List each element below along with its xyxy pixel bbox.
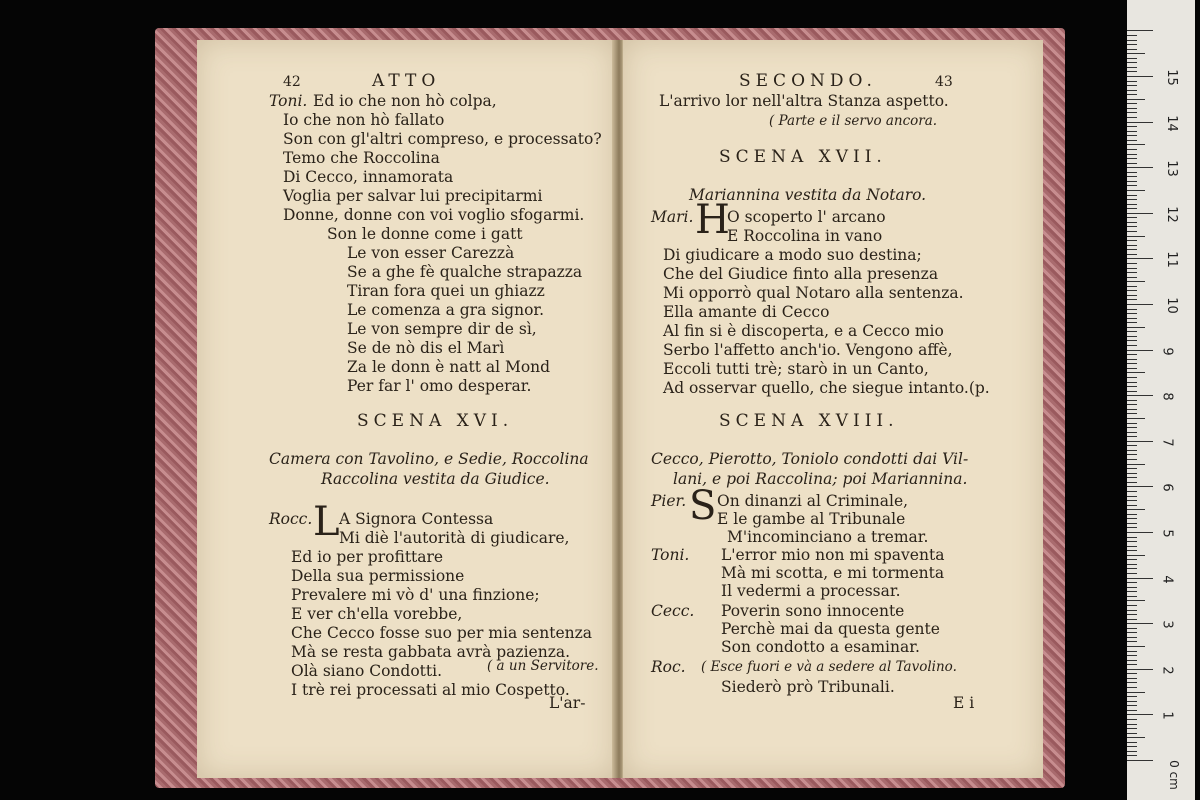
ruler-tick — [1127, 450, 1137, 451]
ruler-number: 9 — [1159, 346, 1175, 356]
ruler-tick — [1127, 724, 1137, 725]
ruler-tick — [1127, 436, 1137, 437]
ruler-tick — [1127, 90, 1137, 91]
speaker-label: Rocc. — [269, 510, 313, 528]
ruler-tick — [1127, 696, 1137, 697]
ruler-number: 3 — [1159, 620, 1175, 629]
ruler-tick — [1127, 641, 1137, 642]
ruler-tick — [1127, 40, 1137, 41]
ruler-tick — [1127, 646, 1145, 647]
ruler-number: 4 — [1159, 574, 1175, 584]
ruler-tick — [1127, 204, 1137, 205]
speaker-label: Pier. — [651, 492, 687, 510]
verse-line: L'arrivo lor nell'altra Stanza aspetto. — [659, 92, 949, 110]
ruler-tick — [1127, 682, 1137, 683]
ruler-tick — [1127, 550, 1137, 551]
ruler-tick — [1127, 81, 1137, 82]
ruler-tick — [1127, 705, 1137, 706]
ruler-tick — [1127, 277, 1137, 278]
ruler-tick — [1127, 623, 1153, 624]
ruler-tick — [1127, 318, 1137, 319]
verse-line: Per far l' omo desperar. — [347, 377, 532, 395]
verse-line: A Signora Contessa — [339, 510, 494, 528]
ruler-tick — [1127, 295, 1137, 296]
ruler-tick — [1127, 158, 1137, 159]
verse-line: Serbo l'affetto anch'io. Vengono affè, — [663, 341, 953, 359]
ruler-tick — [1127, 290, 1137, 291]
verse-line: Di giudicare a modo suo destina; — [663, 246, 922, 264]
ruler-tick — [1127, 491, 1137, 492]
ruler-tick — [1127, 222, 1137, 223]
ruler-tick — [1127, 254, 1137, 255]
ruler-tick — [1127, 742, 1137, 743]
ruler-tick — [1127, 44, 1137, 45]
ruler-unit-label: 0 cm — [1166, 760, 1181, 790]
verse-line: Di Cecco, innamorata — [283, 168, 454, 186]
ruler-tick — [1127, 459, 1137, 460]
ruler-tick — [1127, 263, 1137, 264]
ruler-number: 5 — [1159, 529, 1175, 538]
catchword: L'ar- — [549, 694, 586, 712]
ruler-tick — [1127, 687, 1137, 688]
ruler-tick — [1127, 163, 1137, 164]
ruler-tick — [1127, 126, 1137, 127]
ruler-tick — [1127, 500, 1137, 501]
ruler-tick — [1127, 245, 1137, 246]
ruler-tick — [1127, 135, 1137, 136]
ruler-tick — [1127, 340, 1137, 341]
ruler-tick — [1127, 208, 1137, 209]
verse-line: Prevalere mi vò d' una finzione; — [291, 586, 540, 604]
ruler-tick — [1127, 331, 1137, 332]
ruler-tick — [1127, 149, 1137, 150]
ruler-tick — [1127, 564, 1137, 565]
ruler-tick — [1127, 258, 1153, 259]
ruler-tick — [1127, 755, 1137, 756]
ruler-tick — [1127, 596, 1137, 597]
ruler-number: 1 — [1159, 711, 1175, 721]
verse-line: Io che non hò fallato — [283, 111, 445, 129]
speaker-label: Roc. — [651, 658, 686, 676]
verse-line: O scoperto l' arcano — [727, 208, 886, 226]
drop-cap: S — [689, 483, 717, 529]
ruler-tick — [1127, 760, 1153, 761]
drop-cap: L — [313, 499, 340, 545]
ruler-tick — [1127, 35, 1137, 36]
ruler-tick — [1127, 505, 1137, 506]
ruler-tick — [1127, 85, 1137, 86]
ruler-tick — [1127, 632, 1137, 633]
ruler-number: 6 — [1159, 483, 1175, 493]
ruler-tick — [1127, 240, 1137, 241]
page-number: 43 — [935, 74, 953, 90]
ruler-tick — [1127, 486, 1153, 487]
ruler-tick — [1127, 327, 1145, 328]
ruler-tick — [1127, 477, 1137, 478]
ruler-tick — [1127, 140, 1137, 141]
ruler-tick — [1127, 213, 1153, 214]
ruler-tick — [1127, 482, 1137, 483]
ruler-tick — [1127, 185, 1137, 186]
ruler-tick — [1127, 413, 1137, 414]
speaker-label: Mari. — [651, 208, 694, 226]
ruler-number: 13 — [1163, 160, 1179, 177]
verse-line: Son condotto a esaminar. — [721, 638, 920, 656]
verse-line: Ed io per profittare — [291, 548, 444, 566]
ruler-tick — [1127, 313, 1137, 314]
ruler-tick — [1127, 167, 1153, 168]
ruler-tick — [1127, 587, 1137, 588]
scene-title: SCENA XVI. — [357, 411, 514, 431]
ruler-tick — [1127, 350, 1153, 351]
ruler-tick — [1127, 58, 1137, 59]
stage-direction: lani, e poi Raccolina; poi Mariannina. — [673, 470, 968, 488]
verse-line: E ver ch'ella vorebbe, — [291, 605, 463, 623]
verse-line: Ed io che non hò colpa, — [313, 92, 497, 110]
ruler-tick — [1127, 363, 1137, 364]
speaker-label: Toni. — [269, 92, 308, 110]
verse-line: E le gambe al Tribunale — [717, 510, 906, 528]
verse-line: Siederò prò Tribunali. — [721, 678, 895, 696]
ruler-tick — [1127, 728, 1137, 729]
ruler-tick — [1127, 395, 1153, 396]
ruler-tick — [1127, 281, 1145, 282]
ruler-tick — [1127, 409, 1137, 410]
verse-line: Voglia per salvar lui precipitarmi — [283, 187, 543, 205]
ruler-tick — [1127, 454, 1137, 455]
ruler-tick — [1127, 719, 1137, 720]
verse-line: Ella amante di Cecco — [663, 303, 830, 321]
ruler-tick — [1127, 322, 1137, 323]
ruler-tick — [1127, 746, 1137, 747]
ruler-tick — [1127, 464, 1145, 465]
ruler-tick — [1127, 345, 1137, 346]
ruler-tick — [1127, 669, 1153, 670]
ruler-tick — [1127, 67, 1137, 68]
ruler-tick — [1127, 199, 1137, 200]
ruler-tick — [1127, 473, 1137, 474]
verse-line: Olà siano Condotti. — [291, 662, 442, 680]
ruler-tick — [1127, 176, 1137, 177]
measurement-ruler — [1127, 0, 1195, 800]
speaker-label: Cecc. — [651, 602, 695, 620]
catchword: E i — [953, 694, 975, 712]
running-head: ATTO — [372, 71, 441, 91]
ruler-tick — [1127, 701, 1137, 702]
ruler-tick — [1127, 546, 1137, 547]
verse-line: Che Cecco fosse suo per mia sentenza — [291, 624, 593, 642]
ruler-tick — [1127, 309, 1137, 310]
ruler-tick — [1127, 108, 1137, 109]
ruler-tick — [1127, 578, 1153, 579]
ruler-tick — [1127, 664, 1137, 665]
ruler-tick — [1127, 418, 1145, 419]
ruler-tick — [1127, 131, 1137, 132]
verse-line: Perchè mai da questa gente — [721, 620, 940, 638]
verse-line: Son con gl'altri compreso, e processato? — [283, 130, 602, 148]
ruler-tick — [1127, 432, 1137, 433]
ruler-tick — [1127, 678, 1137, 679]
ruler-tick — [1127, 591, 1137, 592]
ruler-tick — [1127, 144, 1145, 145]
ruler-tick — [1127, 122, 1153, 123]
verse-line: On dinanzi al Criminale, — [717, 492, 909, 510]
ruler-tick — [1127, 714, 1153, 715]
ruler-tick — [1127, 582, 1137, 583]
ruler-tick — [1127, 226, 1137, 227]
left-page — [197, 40, 616, 778]
ruler-tick — [1127, 99, 1145, 100]
verse-line: Mi opporrò qual Notaro alla sentenza. — [663, 284, 964, 302]
ruler-tick — [1127, 382, 1137, 383]
ruler-number: 12 — [1163, 206, 1179, 223]
stage-direction: Cecco, Pierotto, Toniolo condotti dai Vil- — [651, 450, 969, 468]
ruler-tick — [1127, 172, 1137, 173]
stage-direction: Camera con Tavolino, e Sedie, Roccolina — [269, 450, 589, 468]
drop-cap: H — [695, 197, 730, 243]
ruler-tick — [1127, 249, 1137, 250]
ruler-tick — [1127, 532, 1153, 533]
ruler-tick — [1127, 751, 1137, 752]
verse-line: Za le donn è natt al Mond — [347, 358, 551, 376]
ruler-tick — [1127, 190, 1145, 191]
verse-line: Eccoli tutti trè; starò in un Canto, — [663, 360, 929, 378]
stage-direction: Mariannina vestita da Notaro. — [689, 186, 927, 204]
ruler-tick — [1127, 112, 1137, 113]
verse-line: E Roccolina in vano — [727, 227, 883, 245]
ruler-tick — [1127, 103, 1137, 104]
ruler-tick — [1127, 427, 1137, 428]
verse-line: Mi diè l'autorità di giudicare, — [339, 529, 570, 547]
verse-line: Della sua permissione — [291, 567, 465, 585]
verse-line: M'incominciano a tremar. — [727, 528, 929, 546]
ruler-tick — [1127, 605, 1137, 606]
ruler-tick — [1127, 94, 1137, 95]
ruler-number: 8 — [1159, 392, 1175, 401]
ruler-tick — [1127, 117, 1137, 118]
verse-line: Donne, donne con voi voglio sfogarmi. — [283, 206, 585, 224]
ruler-tick — [1127, 336, 1137, 337]
ruler-tick — [1127, 523, 1137, 524]
verse-line: L'error mio non mi spaventa — [721, 546, 945, 564]
ruler-tick — [1127, 236, 1145, 237]
verse-line: Se a ghe fè qualche strapazza — [347, 263, 583, 281]
verse-line: Tiran fora quei un ghiazz — [347, 282, 545, 300]
ruler-number: 2 — [1159, 666, 1175, 675]
ruler-tick — [1127, 737, 1145, 738]
ruler-tick — [1127, 354, 1137, 355]
stage-direction: Raccolina vestita da Giudice. — [321, 470, 550, 488]
verse-line: Il vedermi a processar. — [721, 582, 901, 600]
ruler-tick — [1127, 468, 1137, 469]
ruler-tick — [1127, 527, 1137, 528]
ruler-number: 7 — [1159, 438, 1175, 447]
right-page — [622, 40, 1043, 778]
verse-line: Mà mi scotta, e mi tormenta — [721, 564, 945, 582]
ruler-tick — [1127, 673, 1137, 674]
ruler-tick — [1127, 299, 1137, 300]
ruler-tick — [1127, 386, 1137, 387]
ruler-tick — [1127, 49, 1137, 50]
ruler-tick — [1127, 555, 1145, 556]
ruler-tick — [1127, 496, 1137, 497]
verse-line: Le von esser Carezzà — [347, 244, 515, 262]
scene-title: SCENA XVIII. — [719, 411, 899, 431]
ruler-tick — [1127, 62, 1137, 63]
ruler-number: 14 — [1163, 114, 1179, 132]
ruler-tick — [1127, 441, 1153, 442]
ruler-tick — [1127, 514, 1137, 515]
ruler-tick — [1127, 655, 1137, 656]
ruler-tick — [1127, 231, 1137, 232]
ruler-tick — [1127, 614, 1137, 615]
verse-line: Mà se resta gabbata avrà pazienza. — [291, 643, 571, 661]
ruler-tick — [1127, 154, 1137, 155]
ruler-tick — [1127, 217, 1137, 218]
ruler-tick — [1127, 573, 1137, 574]
ruler-tick — [1127, 272, 1137, 273]
verse-line: I trè rei processati al mio Cospetto. — [291, 681, 570, 699]
verse-line: Se de nò dis el Marì — [347, 339, 505, 357]
ruler-tick — [1127, 423, 1137, 424]
ruler-tick — [1127, 610, 1137, 611]
ruler-tick — [1127, 651, 1137, 652]
verse-line: Al fin si è discoperta, e a Cecco mio — [663, 322, 944, 340]
ruler-tick — [1127, 619, 1137, 620]
ruler-tick — [1127, 628, 1137, 629]
stage-aside: ( Esce fuori e và a sedere al Tavolino. — [701, 659, 957, 675]
ruler-tick — [1127, 30, 1153, 31]
ruler-tick — [1127, 660, 1137, 661]
verse-line: Le comenza a gra signor. — [347, 301, 545, 319]
verse-line: Temo che Roccolina — [283, 149, 440, 167]
running-head: SECONDO. — [739, 71, 877, 91]
ruler-tick — [1127, 286, 1137, 287]
verse-line: Le von sempre dir de sì, — [347, 320, 537, 338]
page-number: 42 — [283, 74, 301, 90]
ruler-tick — [1127, 509, 1145, 510]
ruler-tick — [1127, 518, 1137, 519]
ruler-tick — [1127, 53, 1145, 54]
ruler-tick — [1127, 692, 1145, 693]
ruler-tick — [1127, 377, 1137, 378]
verse-line: Son le donne come i gatt — [327, 225, 523, 243]
ruler-tick — [1127, 195, 1137, 196]
ruler-number: 10 — [1163, 297, 1179, 314]
ruler-tick — [1127, 445, 1137, 446]
ruler-tick — [1127, 76, 1153, 77]
verse-line: Poverin sono innocente — [721, 602, 905, 620]
ruler-number: 15 — [1163, 69, 1179, 86]
ruler-tick — [1127, 559, 1137, 560]
ruler-tick — [1127, 537, 1137, 538]
ruler-tick — [1127, 541, 1137, 542]
ruler-tick — [1127, 568, 1137, 569]
ruler-tick — [1127, 368, 1137, 369]
ruler-tick — [1127, 400, 1137, 401]
ruler-tick — [1127, 304, 1153, 305]
speaker-label: Toni. — [651, 546, 690, 564]
ruler-tick — [1127, 181, 1137, 182]
verse-line: Ad osservar quello, che siegue intanto.(p. — [663, 379, 990, 397]
ruler-tick — [1127, 600, 1145, 601]
stage-aside: ( a un Servitore. — [487, 658, 599, 674]
ruler-number: 11 — [1163, 251, 1179, 269]
ruler-tick — [1127, 268, 1137, 269]
ruler-tick — [1127, 391, 1137, 392]
ruler-tick — [1127, 71, 1137, 72]
ruler-tick — [1127, 372, 1145, 373]
ruler-tick — [1127, 404, 1137, 405]
verse-line: Che del Giudice finto alla presenza — [663, 265, 939, 283]
ruler-tick — [1127, 637, 1137, 638]
ruler-tick — [1127, 733, 1137, 734]
ruler-tick — [1127, 359, 1137, 360]
stage-aside: ( Parte e il servo ancora. — [769, 113, 938, 129]
scene-title: SCENA XVII. — [719, 147, 887, 167]
ruler-tick — [1127, 710, 1137, 711]
